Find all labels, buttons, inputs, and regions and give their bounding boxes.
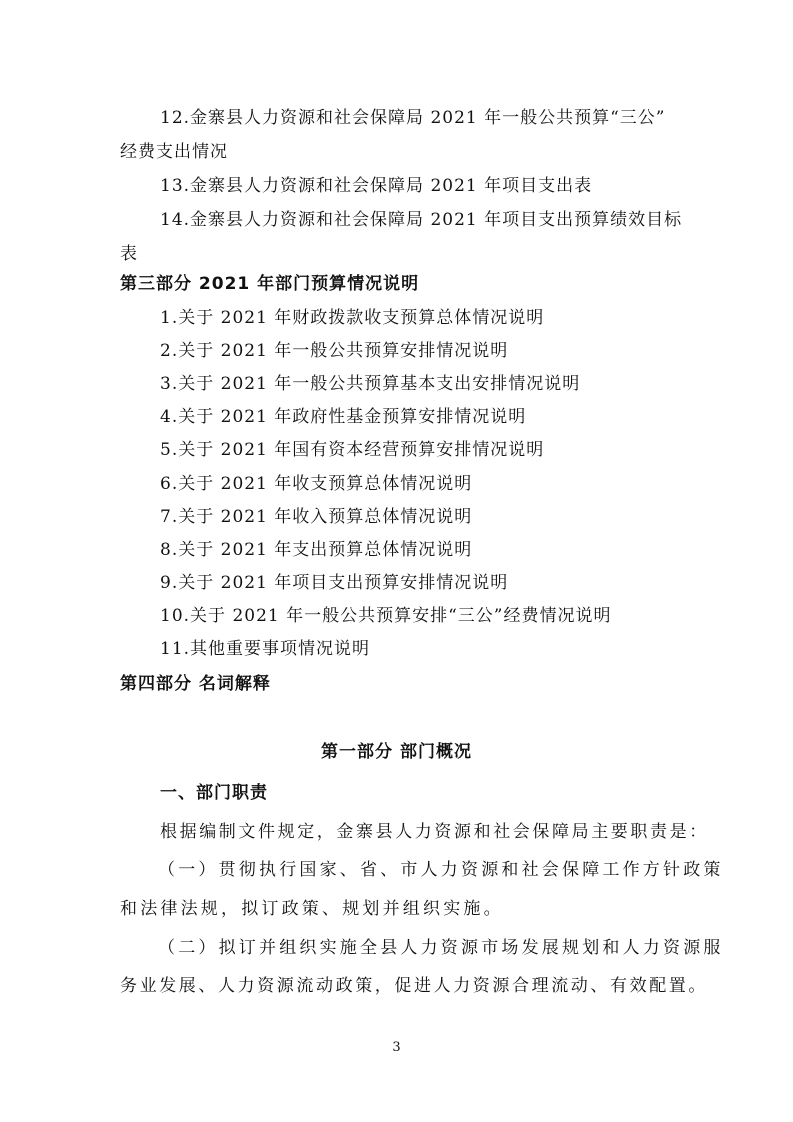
toc-item-14-line1: 14.金寨县人力资源和社会保障局 2021 年项目支出预算绩效目标 — [160, 210, 683, 230]
part3-item-11: 11.其他重要事项情况说明 — [160, 639, 371, 659]
part3-item-8: 8.关于 2021 年支出预算总体情况说明 — [160, 540, 473, 560]
toc-item-12-line2: 经费支出情况 — [120, 142, 228, 162]
part3-item-6: 6.关于 2021 年收支预算总体情况说明 — [160, 474, 473, 494]
duty-2-line2: 务业发展、人力资源流动政策，促进人力资源合理流动、有效配置。 — [120, 976, 708, 996]
duty-1-line1: （一）贯彻执行国家、省、市人力资源和社会保障工作方针政策 — [158, 860, 724, 880]
part3-item-2: 2.关于 2021 年一般公共预算安排情况说明 — [160, 341, 509, 361]
part3-item-4: 4.关于 2021 年政府性基金预算安排情况说明 — [160, 407, 527, 427]
part3-item-5: 5.关于 2021 年国有资本经营预算安排情况说明 — [160, 440, 545, 460]
toc-item-14-line2: 表 — [120, 244, 138, 264]
duty-2-line1: （二）拟订并组织实施全县人力资源市场发展规划和人力资源服 — [158, 938, 724, 958]
part4-heading: 第四部分 名词解释 — [120, 674, 271, 694]
intro-paragraph: 根据编制文件规定，金寨县人力资源和社会保障局主要职责是： — [160, 822, 709, 842]
part3-item-10: 10.关于 2021 年一般公共预算安排“三公”经费情况说明 — [160, 606, 612, 626]
part3-item-1: 1.关于 2021 年财政拨款收支预算总体情况说明 — [160, 308, 545, 328]
page-number: 3 — [392, 1040, 401, 1055]
part3-heading: 第三部分 2021 年部门预算情况说明 — [120, 274, 420, 294]
subsection-title: 一、部门职责 — [160, 783, 268, 803]
part3-item-7: 7.关于 2021 年收入预算总体情况说明 — [160, 507, 473, 527]
toc-item-13: 13.金寨县人力资源和社会保障局 2021 年项目支出表 — [160, 176, 593, 196]
toc-item-12-line1: 12.金寨县人力资源和社会保障局 2021 年一般公共预算“三公” — [160, 108, 666, 128]
section-title: 第一部分 部门概况 — [321, 742, 472, 762]
duty-1-line2: 和法律法规，拟订政策、规划并组织实施。 — [120, 899, 504, 919]
part3-item-9: 9.关于 2021 年项目支出预算安排情况说明 — [160, 573, 509, 593]
part3-item-3: 3.关于 2021 年一般公共预算基本支出安排情况说明 — [160, 374, 581, 394]
